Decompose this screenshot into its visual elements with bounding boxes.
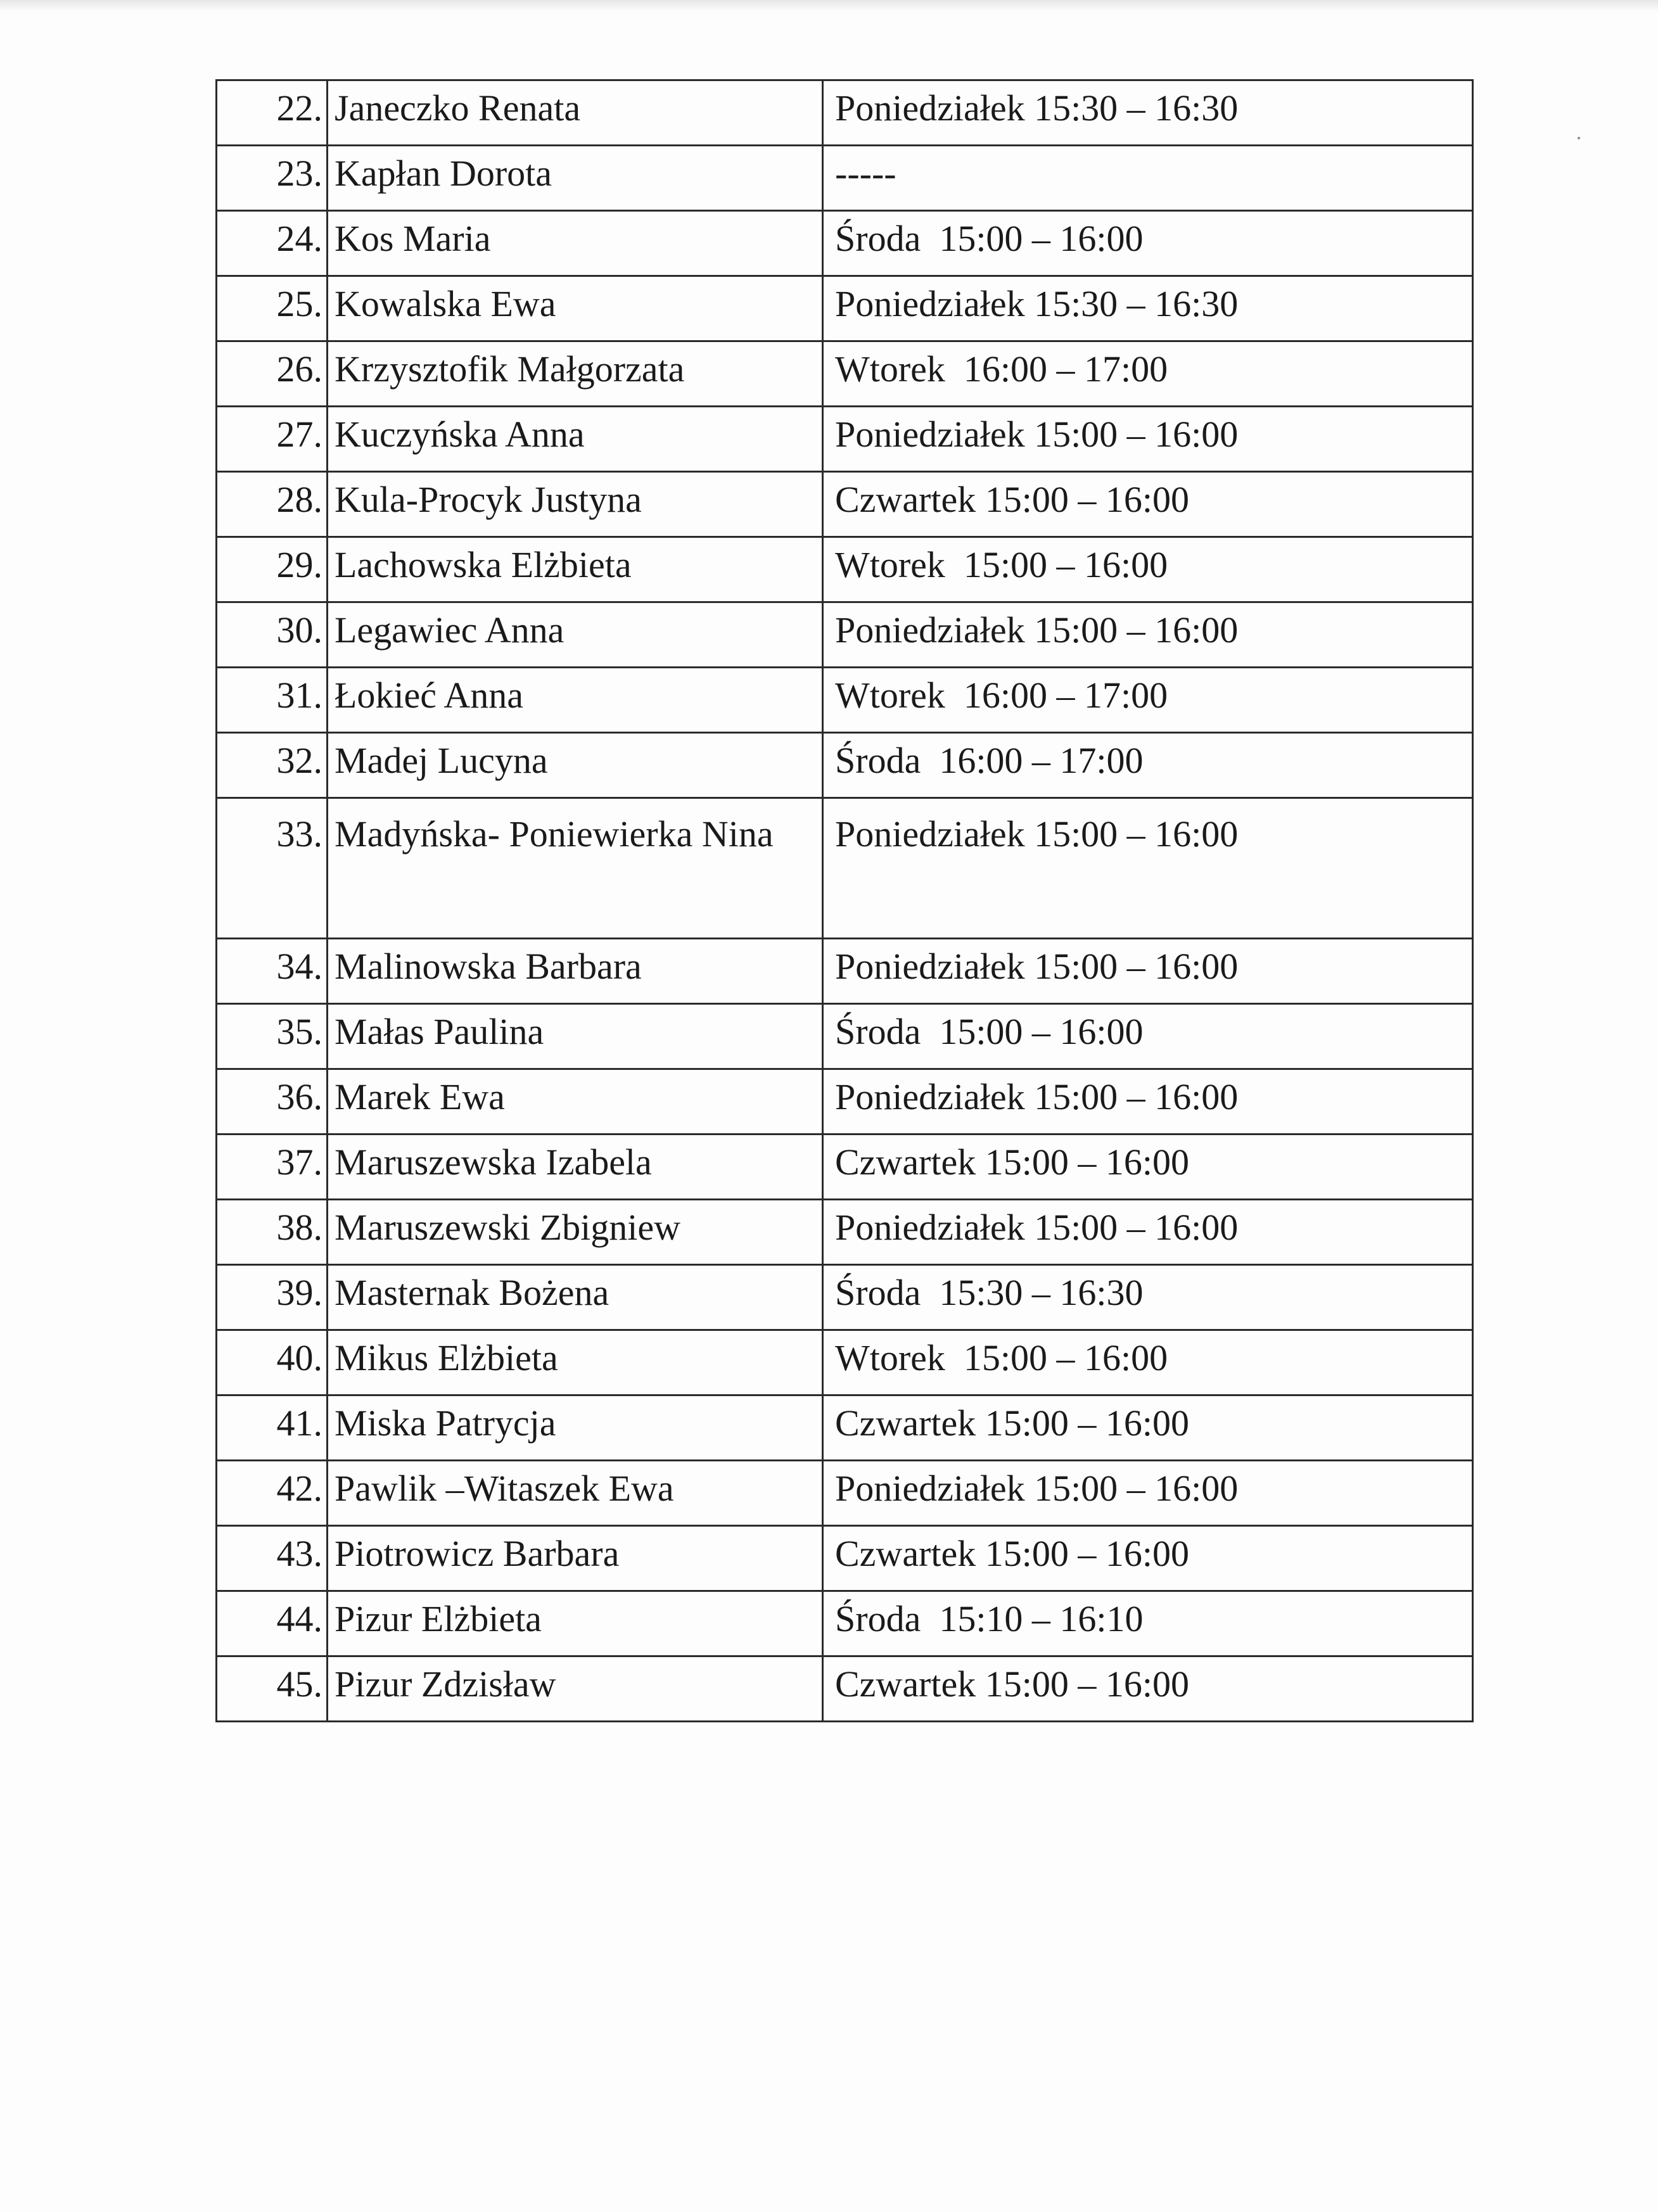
table-row xyxy=(217,1135,1473,1200)
table-row xyxy=(217,80,1473,146)
table-row xyxy=(217,1200,1473,1265)
row-number: 26. xyxy=(217,341,328,407)
office-hours: Środa 15:00 – 16:00 xyxy=(823,1004,1473,1069)
table-row xyxy=(217,939,1473,1004)
table-row xyxy=(217,1656,1473,1722)
teacher-name: Miska Patrycja xyxy=(328,1395,823,1461)
table-row xyxy=(217,472,1473,537)
office-hours: Czwartek 15:00 – 16:00 xyxy=(823,1395,1473,1461)
office-hours: ----- xyxy=(823,146,1473,211)
row-number: 36. xyxy=(217,1069,328,1135)
row-number: 40. xyxy=(217,1330,328,1395)
table-row xyxy=(217,1330,1473,1395)
row-number: 23. xyxy=(217,146,328,211)
office-hours: Poniedziałek 15:00 – 16:00 xyxy=(823,602,1473,668)
row-number: 27. xyxy=(217,407,328,472)
teacher-name: Lachowska Elżbieta xyxy=(328,537,823,602)
teacher-name: Kula-Procyk Justyna xyxy=(328,472,823,537)
office-hours: Poniedziałek 15:00 – 16:00 xyxy=(823,939,1473,1004)
row-number: 32. xyxy=(217,733,328,798)
row-number: 39. xyxy=(217,1265,328,1330)
table-row xyxy=(217,602,1473,668)
table-row xyxy=(217,146,1473,211)
consultation-hours-table xyxy=(215,79,1474,1722)
row-number: 42. xyxy=(217,1461,328,1526)
table-row xyxy=(217,341,1473,407)
office-hours: Środa 15:30 – 16:30 xyxy=(823,1265,1473,1330)
table-row xyxy=(217,1591,1473,1656)
row-number: 44. xyxy=(217,1591,328,1656)
teacher-name: Kapłan Dorota xyxy=(328,146,823,211)
office-hours: Poniedziałek 15:00 – 16:00 xyxy=(823,798,1473,939)
office-hours: Czwartek 15:00 – 16:00 xyxy=(823,1135,1473,1200)
office-hours: Poniedziałek 15:00 – 16:00 xyxy=(823,1069,1473,1135)
teacher-name: Kuczyńska Anna xyxy=(328,407,823,472)
teacher-name: Łokieć Anna xyxy=(328,668,823,733)
row-number: 43. xyxy=(217,1526,328,1591)
teacher-name: Maruszewska Izabela xyxy=(328,1135,823,1200)
table-row xyxy=(217,1526,1473,1591)
office-hours: Poniedziałek 15:00 – 16:00 xyxy=(823,1461,1473,1526)
office-hours: Poniedziałek 15:00 – 16:00 xyxy=(823,1200,1473,1265)
table-row xyxy=(217,537,1473,602)
teacher-name: Madej Lucyna xyxy=(328,733,823,798)
table-row xyxy=(217,798,1473,939)
row-number: 35. xyxy=(217,1004,328,1069)
teacher-name: Kowalska Ewa xyxy=(328,276,823,341)
row-number: 38. xyxy=(217,1200,328,1265)
teacher-name: Maruszewski Zbigniew xyxy=(328,1200,823,1265)
teacher-name: Janeczko Renata xyxy=(328,80,823,146)
office-hours: Poniedziałek 15:00 – 16:00 xyxy=(823,407,1473,472)
table-row xyxy=(217,1004,1473,1069)
row-number: 30. xyxy=(217,602,328,668)
teacher-name: Masternak Bożena xyxy=(328,1265,823,1330)
office-hours: Czwartek 15:00 – 16:00 xyxy=(823,1526,1473,1591)
teacher-name: Małas Paulina xyxy=(328,1004,823,1069)
teacher-name: Malinowska Barbara xyxy=(328,939,823,1004)
row-number: 31. xyxy=(217,668,328,733)
teacher-name: Marek Ewa xyxy=(328,1069,823,1135)
office-hours: Wtorek 16:00 – 17:00 xyxy=(823,341,1473,407)
teacher-name: Kos Maria xyxy=(328,211,823,276)
office-hours: Poniedziałek 15:30 – 16:30 xyxy=(823,276,1473,341)
office-hours: Środa 15:10 – 16:10 xyxy=(823,1591,1473,1656)
teacher-name: Pawlik –Witaszek Ewa xyxy=(328,1461,823,1526)
scan-dust-mark xyxy=(1578,137,1580,139)
row-number: 22. xyxy=(217,80,328,146)
office-hours: Czwartek 15:00 – 16:00 xyxy=(823,472,1473,537)
table-row xyxy=(217,1069,1473,1135)
table-row xyxy=(217,211,1473,276)
teacher-name: Legawiec Anna xyxy=(328,602,823,668)
table-row xyxy=(217,276,1473,341)
row-number: 25. xyxy=(217,276,328,341)
row-number: 37. xyxy=(217,1135,328,1200)
office-hours: Poniedziałek 15:30 – 16:30 xyxy=(823,80,1473,146)
row-number: 34. xyxy=(217,939,328,1004)
office-hours: Czwartek 15:00 – 16:00 xyxy=(823,1656,1473,1722)
office-hours: Środa 15:00 – 16:00 xyxy=(823,211,1473,276)
office-hours: Wtorek 15:00 – 16:00 xyxy=(823,1330,1473,1395)
office-hours: Wtorek 16:00 – 17:00 xyxy=(823,668,1473,733)
row-number: 41. xyxy=(217,1395,328,1461)
table-row xyxy=(217,1461,1473,1526)
teacher-name: Krzysztofik Małgorzata xyxy=(328,341,823,407)
table-row xyxy=(217,407,1473,472)
table-row xyxy=(217,668,1473,733)
row-number: 29. xyxy=(217,537,328,602)
teacher-name: Mikus Elżbieta xyxy=(328,1330,823,1395)
teacher-name: Pizur Zdzisław xyxy=(328,1656,823,1722)
row-number: 24. xyxy=(217,211,328,276)
teacher-name: Madyńska- Poniewierka Nina xyxy=(328,798,823,939)
row-number: 45. xyxy=(217,1656,328,1722)
table-row xyxy=(217,1395,1473,1461)
row-number: 28. xyxy=(217,472,328,537)
table-row xyxy=(217,733,1473,798)
teacher-name: Pizur Elżbieta xyxy=(328,1591,823,1656)
scan-shadow xyxy=(0,0,1658,11)
teacher-name: Piotrowicz Barbara xyxy=(328,1526,823,1591)
office-hours: Wtorek 15:00 – 16:00 xyxy=(823,537,1473,602)
row-number: 33. xyxy=(217,798,328,939)
office-hours: Środa 16:00 – 17:00 xyxy=(823,733,1473,798)
table-row xyxy=(217,1265,1473,1330)
